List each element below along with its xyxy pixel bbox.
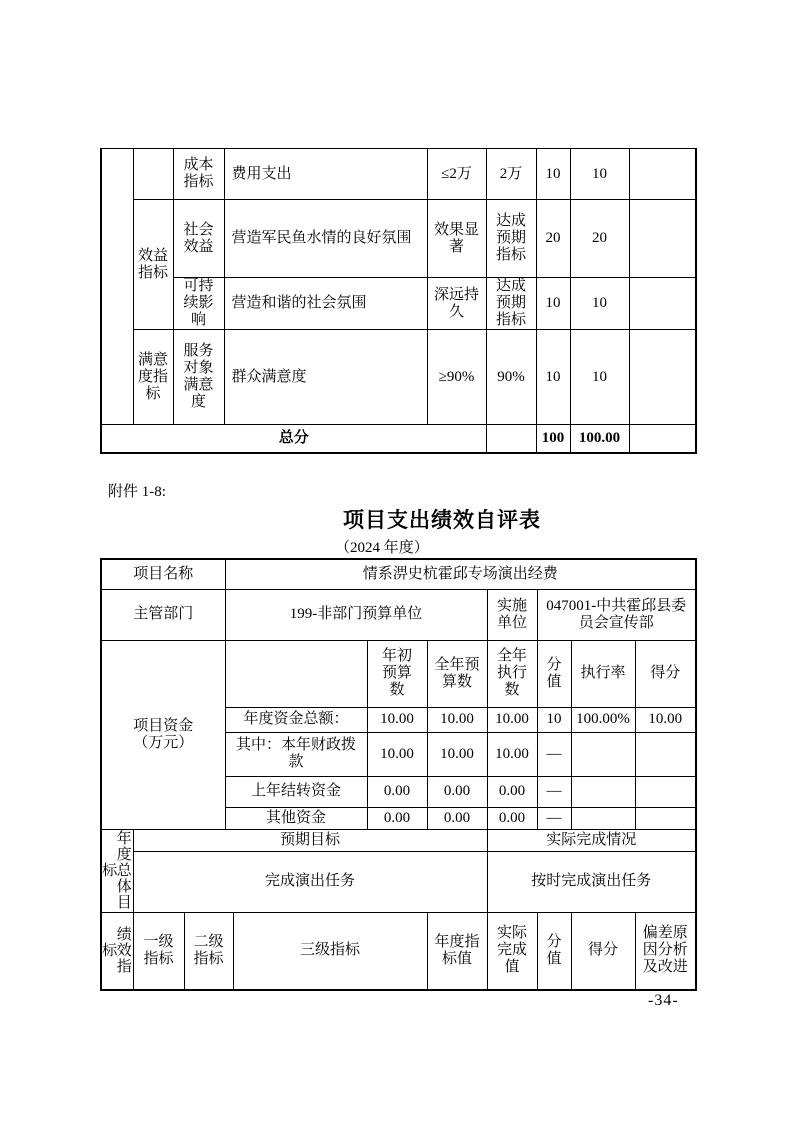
funds-label-text: 项目资金（万元） (133, 717, 194, 751)
target-value: 效果显著 (433, 221, 479, 255)
cell-level3 (173, 149, 224, 200)
header-text: 全年执行数 (497, 648, 528, 698)
cell-score: 10 (536, 278, 570, 330)
cell-indicator: 营造军民鱼水情的良好氛围 (224, 200, 427, 278)
cell-points: 10 (570, 149, 629, 200)
cell-level2-empty (133, 149, 173, 200)
header-text: 分值 (546, 933, 562, 967)
fund-score: — (537, 807, 571, 829)
target-value: 深远持久 (433, 286, 479, 320)
fund-rate (571, 732, 635, 776)
perf-header-level3: 三级指标 (233, 912, 427, 990)
department-label: 主管部门 (101, 589, 225, 640)
fund-executed: 10.00 (487, 707, 537, 732)
perf-header-score (537, 912, 571, 990)
cell-left-spacer (101, 149, 133, 425)
cell-level3 (173, 200, 224, 278)
perf-header-points: 得分 (571, 912, 635, 990)
page-number: -34- (648, 992, 679, 1009)
page-title: 项目支出绩效自评表 (343, 508, 541, 532)
fund-points: 10.00 (635, 707, 696, 732)
cell-completion: 90% (486, 330, 536, 425)
expected-goal-header: 预期目标 (133, 829, 487, 851)
fund-score: — (537, 776, 571, 807)
cell-target: ≤2万 (427, 149, 486, 200)
level2-label: 效益指标 (137, 247, 168, 281)
header-text: 年初预算数 (382, 648, 413, 698)
cell-note (629, 200, 696, 278)
fund-row-label-text: 其中：本年财政拨款 (236, 737, 357, 770)
funds-header-executed (487, 640, 537, 707)
level3-label: 社会效益 (183, 221, 214, 255)
perf-header-deviation (635, 912, 696, 990)
level3-label: 服务对象满意度 (183, 343, 214, 410)
cell-score: 10 (536, 149, 570, 200)
annual-goal-vertical-label (102, 831, 133, 911)
cell-completion (486, 278, 536, 330)
continued-indicator-table (100, 148, 697, 454)
level2-label: 满意度指标 (137, 351, 168, 402)
fund-rate: 100.00% (571, 707, 635, 732)
fund-executed: 10.00 (487, 732, 537, 776)
cell-note (629, 149, 696, 200)
project-name-value: 情系淠史杭霍邱专场演出经费 (225, 559, 696, 589)
fund-initial: 10.00 (367, 732, 427, 776)
header-text: 分值 (546, 656, 562, 690)
fund-score: — (537, 732, 571, 776)
perf-header-actual-value (487, 912, 537, 990)
header-text: 偏差原因分析及改进 (642, 925, 688, 976)
actual-completion-header: 实际完成情况 (487, 829, 696, 851)
cell-completion (486, 200, 536, 278)
impl-unit-value (537, 589, 696, 640)
total-score: 100 (536, 425, 570, 453)
fund-row-label: 其他资金 (225, 807, 367, 829)
perf-header-level2 (184, 912, 233, 990)
header-text: 全年预算数 (434, 656, 480, 690)
fund-row-label: 上年结转资金 (225, 776, 367, 807)
fund-executed: 0.00 (487, 807, 537, 829)
fund-annual: 0.00 (427, 807, 487, 829)
total-completion-empty (486, 425, 536, 453)
self-eval-table (100, 558, 697, 991)
actual-completion-value: 按时完成演出任务 (487, 851, 696, 912)
department-value: 199-非部门预算单位 (225, 589, 487, 640)
cell-points: 10 (570, 330, 629, 425)
cell-note (629, 278, 696, 330)
cell-points: 20 (570, 200, 629, 278)
cell-indicator: 营造和谐的社会氛围 (224, 278, 427, 330)
fund-points (635, 776, 696, 807)
perf-label (101, 912, 133, 990)
annual-goal-label (101, 829, 133, 912)
impl-unit-label (487, 589, 537, 640)
fund-executed: 0.00 (487, 776, 537, 807)
fund-row-label: 年度资金总额： (225, 707, 367, 732)
total-note (629, 425, 696, 453)
perf-header-annual-target (427, 912, 487, 990)
funds-header-points: 得分 (635, 640, 696, 707)
header-text: 二级指标 (193, 933, 224, 967)
cell-indicator: 费用支出 (224, 149, 427, 200)
cell-level2 (133, 330, 173, 425)
fund-points (635, 732, 696, 776)
expected-goal-value: 完成演出任务 (133, 851, 487, 912)
cell-target (427, 278, 486, 330)
fund-annual: 10.00 (427, 732, 487, 776)
funds-header-empty (225, 640, 367, 707)
funds-header-initial (367, 640, 427, 707)
funds-header-rate: 执行率 (571, 640, 635, 707)
attachment-label: 附件 1-8: (108, 484, 166, 500)
project-name-label: 项目名称 (101, 559, 225, 589)
page-subtitle: （2024 年度） (335, 540, 429, 556)
perf-header-level1 (133, 912, 184, 990)
funds-header-annual (427, 640, 487, 707)
cell-level3 (173, 330, 224, 425)
annual-goal-label-wrap: 标 (102, 862, 118, 879)
header-text: 实际完成值 (497, 925, 528, 976)
total-points: 100.00 (570, 425, 629, 453)
cell-score: 10 (536, 330, 570, 425)
impl-unit-label-text: 实施单位 (497, 597, 528, 631)
fund-initial: 0.00 (367, 776, 427, 807)
completion-value: 达成预期指标 (495, 213, 526, 263)
header-text: 年度指标值 (434, 933, 480, 967)
fund-row-label (225, 732, 367, 776)
fund-annual: 10.00 (427, 707, 487, 732)
fund-rate (571, 776, 635, 807)
fund-initial: 10.00 (367, 707, 427, 732)
funds-label (101, 640, 225, 829)
perf-label-wrap: 标 (102, 942, 118, 959)
cell-score: 20 (536, 200, 570, 278)
total-label: 总分 (101, 425, 486, 453)
cell-completion: 2万 (486, 149, 536, 200)
completion-value: 达成预期指标 (495, 278, 526, 328)
perf-vertical-label (102, 927, 133, 975)
funds-header-score (537, 640, 571, 707)
fund-score: 10 (537, 707, 571, 732)
level3-label: 成本指标 (183, 157, 214, 190)
cell-target (427, 200, 486, 278)
impl-unit-value-text: 047001-中共霍邱县委员会宣传部 (546, 597, 687, 631)
cell-note (629, 330, 696, 425)
cell-points: 10 (570, 278, 629, 330)
perf-label-main: 绩效指 (116, 926, 132, 975)
annual-goal-label-main: 年度总体目 (116, 830, 132, 911)
cell-level3 (173, 278, 224, 330)
fund-annual: 0.00 (427, 776, 487, 807)
fund-points (635, 807, 696, 829)
cell-indicator: 群众满意度 (224, 330, 427, 425)
cell-target: ≥90% (427, 330, 486, 425)
fund-initial: 0.00 (367, 807, 427, 829)
cell-level2 (133, 200, 173, 330)
header-text: 一级指标 (143, 933, 174, 967)
level3-label: 可持续影响 (183, 278, 214, 328)
fund-rate (571, 807, 635, 829)
